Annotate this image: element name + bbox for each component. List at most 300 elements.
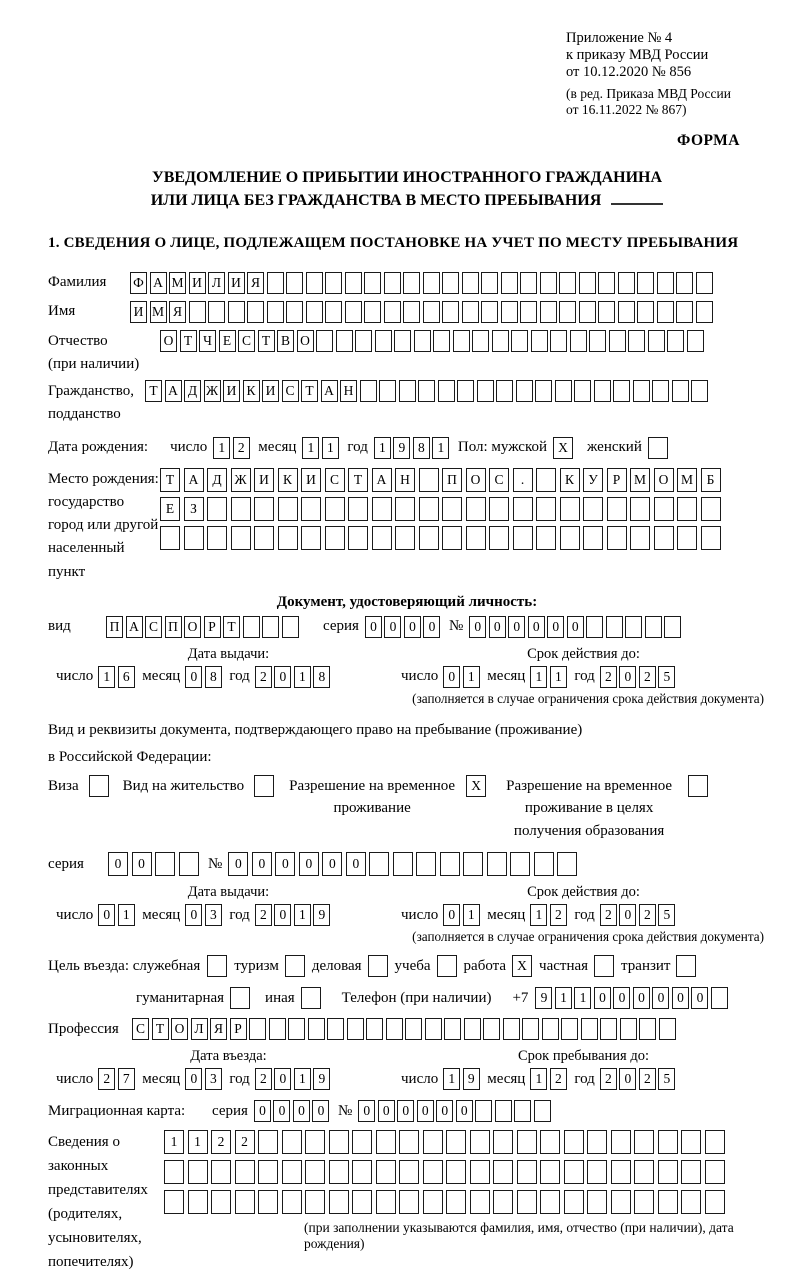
char-cell[interactable]: Д [184,380,201,402]
char-cell[interactable]: 1 [118,904,135,926]
char-cell[interactable] [466,497,486,521]
char-cell[interactable] [243,616,260,638]
char-cell[interactable] [634,1160,654,1184]
char-cell[interactable] [230,987,250,1009]
char-cell[interactable] [581,1018,598,1040]
char-cell[interactable] [711,987,728,1009]
char-cell[interactable]: И [228,272,245,294]
char-cell[interactable] [305,1190,325,1214]
char-cell[interactable] [403,272,420,294]
char-cell[interactable] [442,301,459,323]
char-cell[interactable]: 0 [108,852,128,876]
char-cell[interactable] [438,380,455,402]
char-cell[interactable] [437,955,457,977]
char-cell[interactable]: Т [152,1018,169,1040]
char-cell[interactable] [325,272,342,294]
char-cell[interactable] [352,1130,372,1154]
char-cell[interactable]: 0 [691,987,708,1009]
char-cell[interactable] [630,497,650,521]
char-cell[interactable]: 0 [489,616,506,638]
char-cell[interactable] [463,852,483,876]
char-cell[interactable] [416,852,436,876]
char-cell[interactable] [501,272,518,294]
char-cell[interactable] [211,1190,231,1214]
char-cell[interactable]: 0 [98,904,115,926]
char-cell[interactable] [667,330,684,352]
char-cell[interactable] [493,1160,513,1184]
char-cell[interactable] [564,1160,584,1184]
char-cell[interactable]: 0 [633,987,650,1009]
char-cell[interactable]: Н [395,468,415,492]
char-cell[interactable] [510,852,530,876]
char-cell[interactable] [262,616,279,638]
char-cell[interactable] [676,955,696,977]
char-cell[interactable]: 0 [567,616,584,638]
char-cell[interactable] [235,1160,255,1184]
char-cell[interactable] [481,272,498,294]
char-cell[interactable] [425,1018,442,1040]
char-cell[interactable] [336,330,353,352]
char-cell[interactable] [189,301,206,323]
char-cell[interactable]: 0 [619,904,636,926]
char-cell[interactable] [325,497,345,521]
char-cell[interactable] [466,526,486,550]
char-cell[interactable] [347,1018,364,1040]
char-cell[interactable] [282,1130,302,1154]
char-cell[interactable] [559,272,576,294]
char-cell[interactable]: 1 [432,437,449,459]
char-cell[interactable] [652,380,669,402]
char-cell[interactable] [517,1130,537,1154]
char-cell[interactable] [368,955,388,977]
char-cell[interactable] [579,272,596,294]
char-cell[interactable]: 0 [228,852,248,876]
char-cell[interactable] [681,1130,701,1154]
char-cell[interactable] [587,1130,607,1154]
char-cell[interactable] [475,1100,492,1122]
char-cell[interactable] [470,1160,490,1184]
char-cell[interactable] [160,526,180,550]
char-cell[interactable]: 2 [600,666,617,688]
char-cell[interactable] [705,1160,725,1184]
char-cell[interactable] [316,330,333,352]
char-cell[interactable]: И [262,380,279,402]
char-cell[interactable] [540,1130,560,1154]
char-cell[interactable]: 2 [98,1068,115,1090]
char-cell[interactable] [352,1160,372,1184]
char-cell[interactable] [705,1190,725,1214]
char-cell[interactable] [483,1018,500,1040]
char-cell[interactable]: 0 [274,1068,291,1090]
char-cell[interactable]: Я [210,1018,227,1040]
char-cell[interactable] [288,1018,305,1040]
char-cell[interactable] [348,497,368,521]
char-cell[interactable] [386,1018,403,1040]
char-cell[interactable] [520,301,537,323]
char-cell[interactable]: 2 [600,1068,617,1090]
char-cell[interactable] [325,301,342,323]
char-cell[interactable] [564,1190,584,1214]
char-cell[interactable] [637,272,654,294]
char-cell[interactable] [231,526,251,550]
char-cell[interactable]: Т [223,616,240,638]
char-cell[interactable]: 2 [639,666,656,688]
char-cell[interactable] [501,301,518,323]
char-cell[interactable] [301,526,321,550]
char-cell[interactable] [574,380,591,402]
char-cell[interactable] [372,497,392,521]
char-cell[interactable] [517,1160,537,1184]
char-cell[interactable] [589,330,606,352]
char-cell[interactable] [609,330,626,352]
char-cell[interactable] [442,497,462,521]
char-cell[interactable] [560,526,580,550]
char-cell[interactable]: 0 [185,1068,202,1090]
char-cell[interactable] [513,526,533,550]
char-cell[interactable] [535,380,552,402]
char-cell[interactable]: О [297,330,314,352]
char-cell[interactable] [188,1190,208,1214]
char-cell[interactable] [594,955,614,977]
char-cell[interactable]: 2 [255,904,272,926]
char-cell[interactable]: А [165,380,182,402]
char-cell[interactable]: П [106,616,123,638]
char-cell[interactable] [355,330,372,352]
char-cell[interactable] [564,1130,584,1154]
char-cell[interactable] [278,497,298,521]
char-cell[interactable]: 0 [619,1068,636,1090]
char-cell[interactable]: 0 [185,904,202,926]
char-cell[interactable]: Т [180,330,197,352]
char-cell[interactable] [419,526,439,550]
char-cell[interactable]: X [466,775,486,797]
char-cell[interactable] [657,301,674,323]
char-cell[interactable] [654,526,674,550]
char-cell[interactable]: 2 [233,437,250,459]
char-cell[interactable]: Е [160,497,180,521]
char-cell[interactable] [570,330,587,352]
char-cell[interactable] [470,1190,490,1214]
char-cell[interactable] [587,1160,607,1184]
char-cell[interactable] [327,1018,344,1040]
char-cell[interactable] [560,497,580,521]
char-cell[interactable]: Л [191,1018,208,1040]
char-cell[interactable]: 0 [378,1100,395,1122]
char-cell[interactable] [606,616,623,638]
char-cell[interactable]: 0 [275,852,295,876]
char-cell[interactable] [249,1018,266,1040]
char-cell[interactable] [395,526,415,550]
char-cell[interactable]: О [171,1018,188,1040]
char-cell[interactable] [658,1190,678,1214]
char-cell[interactable]: 7 [118,1068,135,1090]
char-cell[interactable] [462,272,479,294]
char-cell[interactable] [496,380,513,402]
char-cell[interactable] [376,1190,396,1214]
char-cell[interactable] [384,272,401,294]
char-cell[interactable] [208,301,225,323]
char-cell[interactable] [687,330,704,352]
char-cell[interactable]: 0 [274,904,291,926]
char-cell[interactable] [611,1160,631,1184]
char-cell[interactable] [418,380,435,402]
char-cell[interactable]: 5 [658,904,675,926]
char-cell[interactable] [681,1190,701,1214]
char-cell[interactable] [282,1160,302,1184]
char-cell[interactable]: А [126,616,143,638]
char-cell[interactable] [419,468,439,492]
char-cell[interactable]: П [165,616,182,638]
char-cell[interactable] [540,272,557,294]
char-cell[interactable] [286,301,303,323]
char-cell[interactable]: Т [160,468,180,492]
char-cell[interactable] [493,1190,513,1214]
char-cell[interactable]: 3 [205,904,222,926]
char-cell[interactable] [399,1160,419,1184]
char-cell[interactable]: 2 [255,666,272,688]
char-cell[interactable] [301,497,321,521]
char-cell[interactable]: 1 [374,437,391,459]
char-cell[interactable] [442,526,462,550]
char-cell[interactable] [613,380,630,402]
char-cell[interactable]: 0 [508,616,525,638]
char-cell[interactable] [657,272,674,294]
char-cell[interactable] [464,1018,481,1040]
char-cell[interactable]: 1 [322,437,339,459]
char-cell[interactable] [211,1160,231,1184]
char-cell[interactable]: С [282,380,299,402]
char-cell[interactable] [423,301,440,323]
char-cell[interactable] [254,775,274,797]
char-cell[interactable] [654,497,674,521]
char-cell[interactable] [555,380,572,402]
char-cell[interactable] [269,1018,286,1040]
char-cell[interactable] [681,1160,701,1184]
char-cell[interactable] [522,1018,539,1040]
char-cell[interactable]: 0 [185,666,202,688]
char-cell[interactable] [329,1190,349,1214]
char-cell[interactable] [179,852,199,876]
char-cell[interactable]: 5 [658,1068,675,1090]
char-cell[interactable] [540,301,557,323]
char-cell[interactable]: Ж [231,468,251,492]
char-cell[interactable] [393,852,413,876]
char-cell[interactable]: Т [145,380,162,402]
char-cell[interactable]: С [145,616,162,638]
char-cell[interactable]: К [560,468,580,492]
char-cell[interactable] [691,380,708,402]
char-cell[interactable] [306,272,323,294]
char-cell[interactable] [598,272,615,294]
char-cell[interactable] [472,330,489,352]
char-cell[interactable] [254,526,274,550]
char-cell[interactable]: 3 [205,1068,222,1090]
char-cell[interactable]: 1 [164,1130,184,1154]
char-cell[interactable] [600,1018,617,1040]
char-cell[interactable]: Р [230,1018,247,1040]
char-cell[interactable] [207,497,227,521]
char-cell[interactable] [534,1100,551,1122]
char-cell[interactable] [495,1100,512,1122]
char-cell[interactable] [375,330,392,352]
char-cell[interactable]: 8 [313,666,330,688]
char-cell[interactable] [444,1018,461,1040]
char-cell[interactable]: Ф [130,272,147,294]
char-cell[interactable]: 0 [132,852,152,876]
char-cell[interactable] [164,1190,184,1214]
char-cell[interactable] [348,526,368,550]
char-cell[interactable] [423,272,440,294]
char-cell[interactable]: 1 [555,987,572,1009]
char-cell[interactable]: 2 [639,904,656,926]
char-cell[interactable] [634,1190,654,1214]
char-cell[interactable] [618,272,635,294]
char-cell[interactable] [405,1018,422,1040]
char-cell[interactable]: 0 [397,1100,414,1122]
char-cell[interactable]: И [223,380,240,402]
char-cell[interactable]: 0 [443,666,460,688]
char-cell[interactable] [325,526,345,550]
char-cell[interactable]: 5 [658,666,675,688]
char-cell[interactable] [360,380,377,402]
char-cell[interactable] [433,330,450,352]
char-cell[interactable]: 0 [443,904,460,926]
char-cell[interactable] [399,1130,419,1154]
char-cell[interactable] [446,1160,466,1184]
char-cell[interactable] [688,775,708,797]
char-cell[interactable] [394,330,411,352]
char-cell[interactable]: 0 [274,666,291,688]
char-cell[interactable]: Ж [204,380,221,402]
char-cell[interactable] [594,380,611,402]
char-cell[interactable]: 0 [652,987,669,1009]
char-cell[interactable] [536,526,556,550]
char-cell[interactable]: 0 [594,987,611,1009]
char-cell[interactable]: 0 [613,987,630,1009]
char-cell[interactable] [705,1130,725,1154]
char-cell[interactable]: О [160,330,177,352]
char-cell[interactable] [372,526,392,550]
char-cell[interactable] [696,272,713,294]
char-cell[interactable] [305,1160,325,1184]
char-cell[interactable] [395,497,415,521]
char-cell[interactable]: В [277,330,294,352]
char-cell[interactable]: С [132,1018,149,1040]
char-cell[interactable] [648,330,665,352]
char-cell[interactable]: 0 [365,616,382,638]
char-cell[interactable]: 1 [294,904,311,926]
char-cell[interactable] [329,1160,349,1184]
char-cell[interactable] [184,526,204,550]
char-cell[interactable]: К [243,380,260,402]
char-cell[interactable] [664,616,681,638]
char-cell[interactable] [329,1130,349,1154]
char-cell[interactable]: 0 [312,1100,329,1122]
char-cell[interactable] [517,1190,537,1214]
char-cell[interactable]: К [278,468,298,492]
char-cell[interactable] [677,526,697,550]
char-cell[interactable] [235,1190,255,1214]
char-cell[interactable]: X [512,955,532,977]
char-cell[interactable] [659,1018,676,1040]
char-cell[interactable]: 0 [436,1100,453,1122]
char-cell[interactable] [258,1190,278,1214]
char-cell[interactable] [579,301,596,323]
char-cell[interactable]: 1 [530,666,547,688]
char-cell[interactable] [403,301,420,323]
char-cell[interactable]: 0 [456,1100,473,1122]
char-cell[interactable] [514,1100,531,1122]
char-cell[interactable]: 1 [550,666,567,688]
char-cell[interactable] [369,852,389,876]
char-cell[interactable]: 0 [469,616,486,638]
char-cell[interactable]: С [325,468,345,492]
char-cell[interactable]: О [184,616,201,638]
char-cell[interactable] [207,526,227,550]
char-cell[interactable]: 9 [313,904,330,926]
char-cell[interactable] [345,301,362,323]
char-cell[interactable] [583,526,603,550]
char-cell[interactable] [637,301,654,323]
char-cell[interactable] [267,301,284,323]
char-cell[interactable] [258,1160,278,1184]
char-cell[interactable] [89,775,109,797]
char-cell[interactable]: С [238,330,255,352]
char-cell[interactable] [423,1130,443,1154]
char-cell[interactable]: 1 [294,1068,311,1090]
char-cell[interactable]: Т [301,380,318,402]
char-cell[interactable]: 0 [273,1100,290,1122]
char-cell[interactable] [247,301,264,323]
char-cell[interactable]: 1 [302,437,319,459]
char-cell[interactable]: О [654,468,674,492]
char-cell[interactable] [282,1190,302,1214]
char-cell[interactable] [633,380,650,402]
char-cell[interactable] [540,1160,560,1184]
char-cell[interactable] [648,437,668,459]
char-cell[interactable] [542,1018,559,1040]
char-cell[interactable] [645,616,662,638]
char-cell[interactable]: П [442,468,462,492]
char-cell[interactable]: 0 [252,852,272,876]
char-cell[interactable] [561,1018,578,1040]
char-cell[interactable]: 0 [346,852,366,876]
char-cell[interactable]: 0 [299,852,319,876]
char-cell[interactable]: 0 [417,1100,434,1122]
char-cell[interactable]: 6 [118,666,135,688]
char-cell[interactable] [286,272,303,294]
char-cell[interactable] [188,1160,208,1184]
char-cell[interactable]: 1 [530,904,547,926]
char-cell[interactable]: Р [204,616,221,638]
char-cell[interactable]: М [150,301,167,323]
char-cell[interactable] [376,1160,396,1184]
char-cell[interactable] [379,380,396,402]
char-cell[interactable]: Б [701,468,721,492]
char-cell[interactable] [598,301,615,323]
char-cell[interactable]: Д [207,468,227,492]
char-cell[interactable]: Я [247,272,264,294]
char-cell[interactable] [258,1130,278,1154]
char-cell[interactable]: 2 [255,1068,272,1090]
char-cell[interactable]: 1 [463,666,480,688]
char-cell[interactable] [366,1018,383,1040]
char-cell[interactable] [513,497,533,521]
char-cell[interactable] [487,852,507,876]
char-cell[interactable] [470,1130,490,1154]
char-cell[interactable]: Ч [199,330,216,352]
char-cell[interactable] [676,272,693,294]
